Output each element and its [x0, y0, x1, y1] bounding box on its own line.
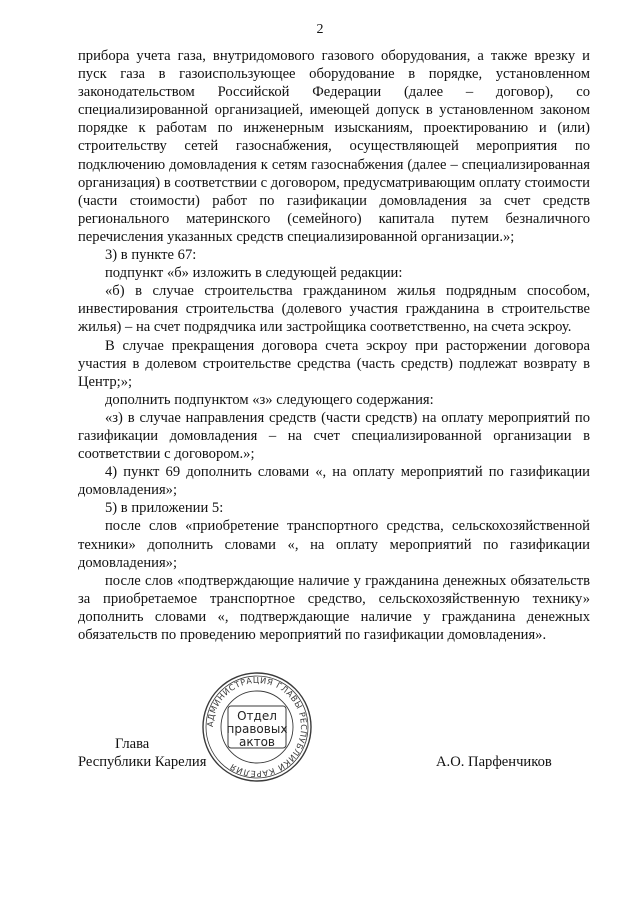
paragraph: 5) в приложении 5: — [105, 500, 224, 517]
signatory-title-line2: Республики Карелия — [78, 754, 207, 770]
signatory-title-line1: Глава — [115, 736, 150, 752]
stamp-line-1: Отдел — [237, 709, 277, 723]
paragraph: В случае прекращения договора счета эскроу при расторжении договора участия в долевом строительстве средства (часть средств) подлежат возврату в Центр;»; — [78, 337, 590, 390]
paragraph: «з) в случае направления средств (части средств) на оплату мероприятий по газификации домовладения – на счет специализированной организации в соответствии с договором.»; — [78, 409, 590, 463]
paragraph: «б) в случае строительства гражданином жилья подрядным способом, инвестирования строительства (долевого участия гражданина в строительстве жилья) – на счет подрядчика или застройщика соответственно, на счета эскроу. — [78, 283, 590, 336]
paragraph: прибора учета газа, внутридомового газового оборудования, а также врезку и пуск газа в газоиспользующее оборудование в порядке, установленном законодательством Российской Федерации (далее – договор), со специализированной организацией, имеющей допуск в установленном законом порядке к работам по инженерным изысканиям, проектированию и (или) строительству сетей газоснабжения, осуществляющей мероприятия по подключению домовладения к сетям газоснабжения (далее – специализированная организация) в соответствии с договором, предусматривающим оплату стоимости (части стоимости) работ по газификации домовладения за счет средств регионального материнского (семейного) капитала путем безналичного перечисления указанных средств специализированной организации.»; — [78, 48, 590, 245]
signatory-title — [78, 735, 206, 771]
signatory-name: А.О. Парфенчиков — [436, 754, 552, 770]
stamp-line-2: правовых — [226, 722, 288, 736]
paragraph: подпункт «б» изложить в следующей редакции: — [105, 265, 403, 282]
paragraph: 3) в пункте 67: — [105, 247, 197, 264]
paragraph: после слов «приобретение транспортного средства, сельскохозяйственной техники» дополнить словами «, на оплату мероприятий по газификации домовладения»; — [78, 518, 590, 571]
stamp-line-3: актов — [238, 735, 276, 749]
official-stamp — [201, 671, 313, 783]
paragraph: после слов «подтверждающие наличие у гражданина денежных обязательств за приобретаемое транспортное средство, сельскохозяйственную технику» дополнить словами «, подтверждающие наличие у гражданина денежных обязательств по проведению мероприятий по газификации домовладения». — [78, 572, 590, 643]
paragraph: 4) пункт 69 дополнить словами «, на оплату мероприятий по газификации домовладения»; — [78, 464, 590, 499]
page-number: 2 — [316, 22, 324, 37]
stamp-ring-text: АДМИНИСТРАЦИЯ ГЛАВЫ РЕСПУБЛИКИ КАРЕЛИЯ — [204, 674, 310, 780]
document-body — [78, 47, 590, 644]
paragraph: дополнить подпунктом «з» следующего содержания: — [105, 391, 434, 408]
